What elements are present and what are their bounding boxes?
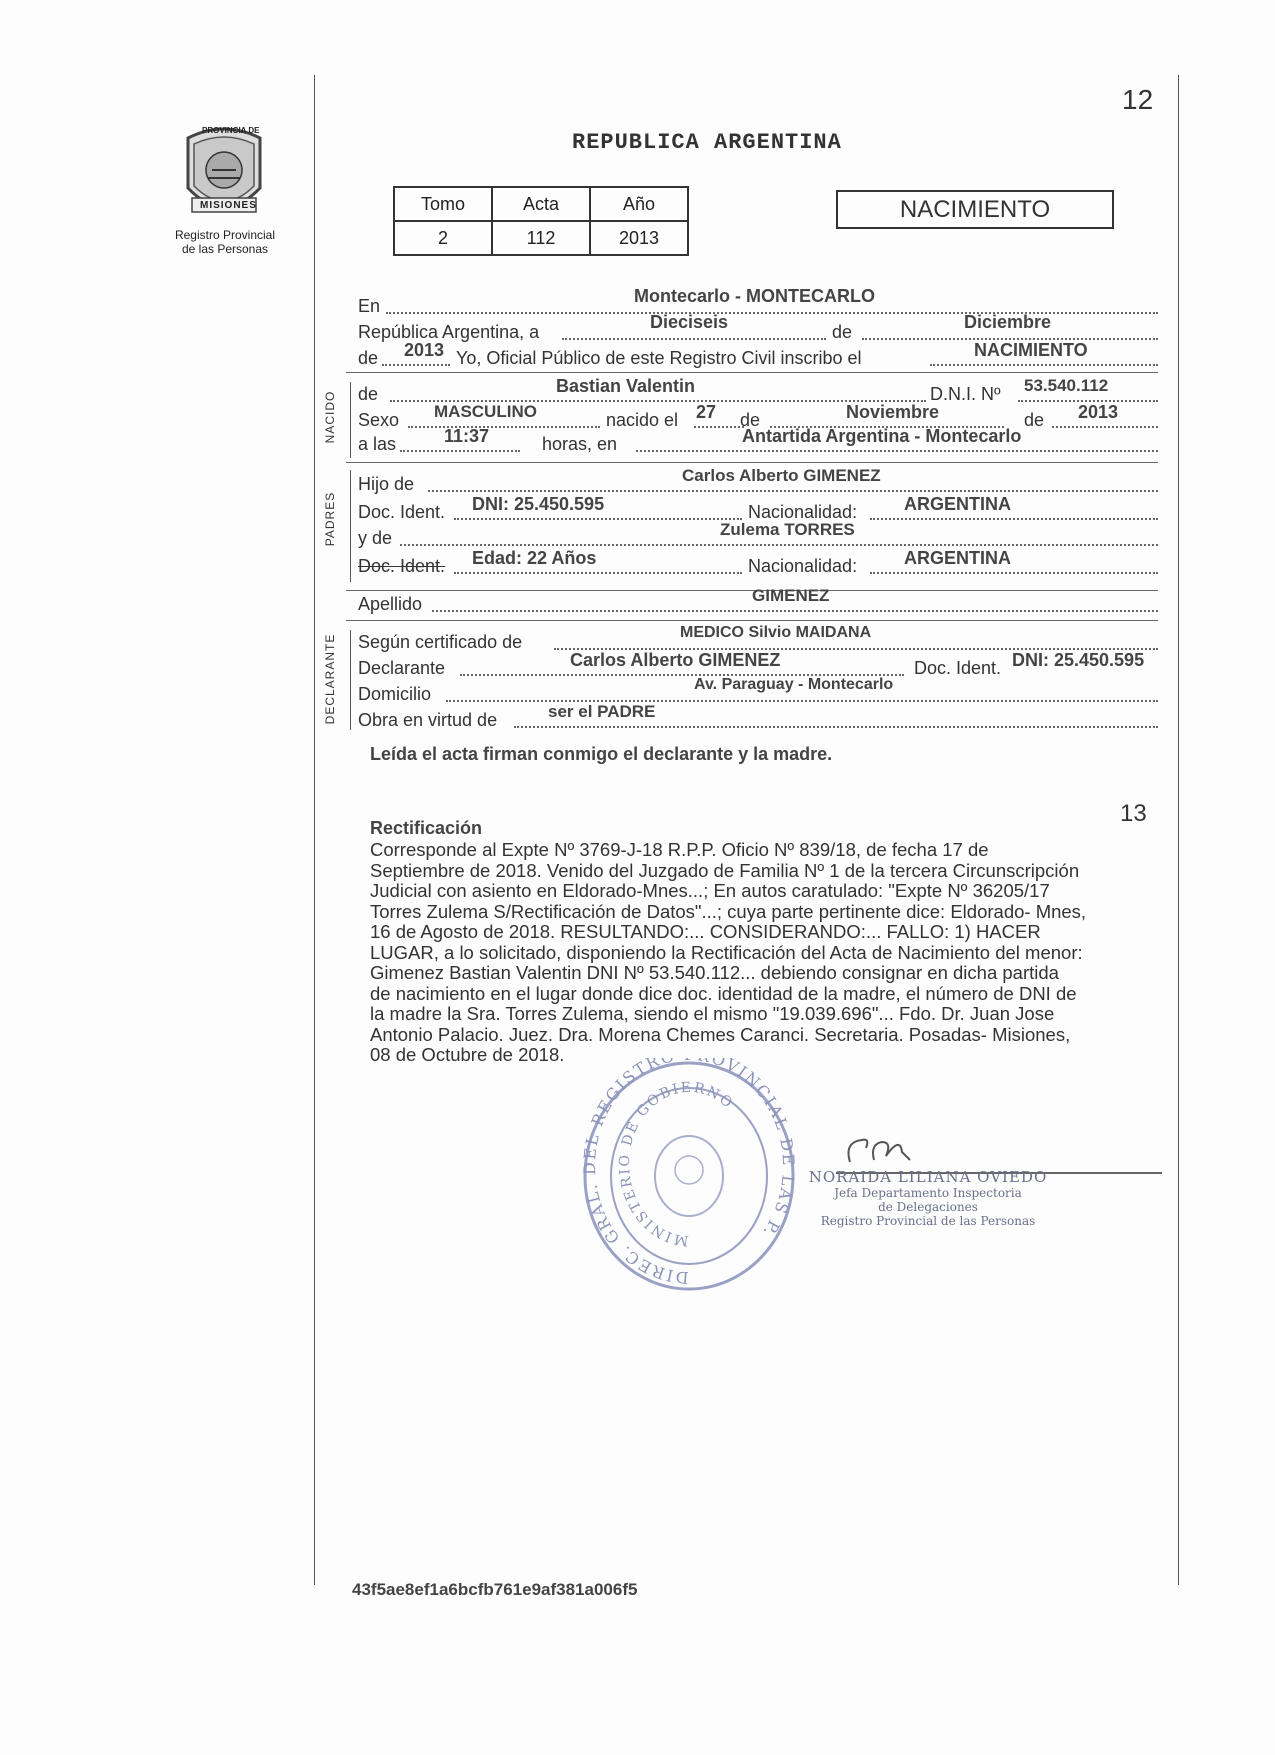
rectificacion-line: Gimenez Bastian Valentin DNI Nº 53.540.112... debiendo consignar en dicha partida (370, 962, 1059, 983)
rectificacion-line: la madre la Sra. Torres Zulema, siendo el mismo "19.039.696"... Fdo. Dr. Juan Jose (370, 1003, 1055, 1024)
decl-doc-value: DNI: 25.450.595 (1012, 650, 1145, 670)
decl-value: Carlos Alberto GIMENEZ (570, 650, 781, 670)
act-type-box: NACIMIENTO (836, 190, 1114, 229)
row-apellido (358, 586, 1158, 618)
rectificacion-line: Septiembre de 2018. Venido del Juzgado de Familia Nº 1 de la tercera Circunscripción (370, 859, 1080, 881)
de2-label: de (358, 348, 379, 368)
tipo-value: NACIMIENTO (974, 340, 1088, 360)
section-bracket-nacido (350, 382, 351, 458)
side-label-declarante: DECLARANTE (323, 633, 337, 725)
mes-value: Diciembre (964, 312, 1052, 332)
document-hash: 43f5ae8ef1a6bcfb761e9af381a006f5 (352, 1580, 638, 1599)
section-divider-1 (346, 372, 1158, 373)
decl-label: Declarante (358, 658, 446, 678)
rectificacion-line: Antonio Palacio. Juez. Dra. Morena Chemes Caranci. Secretaria. Posadas- Misiones, (370, 1023, 1071, 1045)
page-number-rectificacion: 13 (1120, 800, 1147, 827)
signatory-title-2: de Delegaciones (878, 1200, 978, 1214)
rectificacion-body (370, 840, 1150, 1066)
dia-value: Dieciseis (650, 312, 729, 332)
cert-value: MEDICO Silvio MAIDANA (680, 624, 872, 641)
side-label-padres: PADRES (323, 491, 337, 547)
signatory-name: NORAIDA LILIANA OVIEDO (808, 1168, 1048, 1186)
rectificacion-line: LUGAR, a lo solicitado, disponiendo la Rectificación del Acta de Nacimiento del menor: (370, 941, 1083, 963)
madre-nac-value: ARGENTINA (904, 548, 1011, 568)
table-header-tomo: Tomo (394, 187, 492, 221)
row-inscripcion (358, 340, 1158, 372)
nac-dia-value: 27 (696, 402, 717, 422)
section-bracket-padres (350, 470, 351, 582)
registry-line-2: de las Personas (181, 242, 269, 256)
sexo-value: MASCULINO (434, 402, 537, 421)
section-divider-2 (346, 462, 1158, 463)
firma-text: Leída el acta firman conmigo el declarante y la madre. (370, 744, 833, 764)
dni-value: 53.540.112 (1024, 376, 1109, 395)
rectificacion-line: 16 de Agosto de 2018. RESULTANDO:... CONSIDERANDO:... FALLO: 1) HACER (370, 921, 1041, 942)
madre-value: Zulema TORRES (720, 520, 855, 539)
nac-de2-label: de (1024, 410, 1045, 430)
left-margin-line (314, 75, 315, 1585)
registry-line-1: Registro Provincial (174, 228, 276, 242)
misiones-logo (178, 118, 270, 228)
apellido-value: GIMENEZ (752, 586, 830, 605)
dni-label: D.N.I. Nº (930, 384, 1001, 404)
table-value-acta: 112 (492, 221, 590, 255)
alas-label: a las (358, 434, 397, 454)
nac-anio-value: 2013 (1078, 402, 1119, 422)
section-bracket-declarante (350, 630, 351, 730)
nombre-label: de (358, 384, 379, 404)
logo-text-bottom: MISIONES (200, 200, 257, 211)
dom-value: Av. Paraguay - Montecarlo (694, 676, 894, 693)
logo-text-top: PROVINCIA DE (202, 126, 260, 135)
madre-nac-label: Nacionalidad: (748, 556, 858, 576)
dom-label: Domicilio (358, 684, 432, 704)
registry-name (160, 228, 290, 256)
row-madre-doc (358, 548, 1158, 580)
obra-label: Obra en virtud de (358, 710, 498, 730)
stamp-inner-text: MINISTERIO DE GOBIERNO (616, 1079, 737, 1249)
anio-value: 2013 (404, 340, 445, 360)
apellido-label: Apellido (358, 594, 423, 614)
table-value-anio: 2013 (590, 221, 688, 255)
yde-label: y de (358, 528, 393, 548)
madre-doc-value: Edad: 22 Años (472, 548, 597, 568)
obra-value: ser el PADRE (548, 702, 656, 721)
right-margin-line (1178, 75, 1179, 1585)
section-divider-4 (346, 620, 1158, 621)
rectificacion-line: Torres Zulema S/Rectificación de Datos"...; cuya parte pertinente dice: Eldorado- Mnes, (370, 900, 1087, 922)
rectificacion-line: Judicial con asiento en Eldorado-Mnes...; En autos caratulado: "Expte Nº 36205/17 (370, 880, 1050, 901)
oficial-text: Yo, Oficial Público de este Registro Civil inscribo el (456, 348, 862, 368)
official-stamp (580, 1058, 798, 1294)
padre-doc-label: Doc. Ident. (358, 502, 446, 522)
signatory-title-1: Jefa Departamento Inspectoria (834, 1186, 1022, 1200)
side-label-nacido: NACIDO (323, 390, 337, 444)
stamp-outer-text: DIREC. GRAL. DEL REGISTR OVINCIAL DE LAS P. (580, 1058, 798, 1288)
lugar-value: Antartida Argentina - Montecarlo (742, 426, 1022, 446)
rectificacion-line: de nacimiento en el lugar donde dice doc. identidad de la madre, el número de DNI de (370, 982, 1077, 1004)
rectificacion-line: 08 de Octubre de 2018. (370, 1044, 565, 1065)
table-header-anio: Año (590, 187, 688, 221)
handwritten-signature (840, 1132, 940, 1172)
table-value-tomo: 2 (394, 221, 492, 255)
hijo-label: Hijo de (358, 474, 415, 494)
decl-doc-label: Doc. Ident. (914, 658, 1002, 678)
rectificacion-line: Corresponde al Expte Nº 3769-J-18 R.P.P. Oficio Nº 839/18, de fecha 17 de (370, 839, 989, 860)
row-obra (358, 702, 1158, 734)
acta-number-table (393, 186, 689, 256)
padre-value: Carlos Alberto GIMENEZ (682, 466, 881, 485)
sexo-label: Sexo (358, 410, 400, 430)
page-title: REPUBLICA ARGENTINA (572, 130, 842, 155)
horas-label: horas, en (542, 434, 618, 454)
rectificacion-heading: Rectificación (370, 818, 483, 838)
nombre-value: Bastian Valentin (556, 376, 696, 396)
row-domicilio (358, 676, 1158, 708)
hora-value: 11:37 (444, 426, 490, 446)
en-label: En (358, 296, 381, 316)
signatory-block (808, 1168, 1048, 1228)
nacido-label: nacido el (606, 410, 679, 430)
padre-nac-label: Nacionalidad: (748, 502, 858, 522)
nac-mes-value: Noviembre (846, 402, 940, 422)
signatory-title-3: Registro Provincial de las Personas (820, 1214, 1036, 1228)
de-label: de (832, 322, 853, 342)
table-header-acta: Acta (492, 187, 590, 221)
nac-de-label: de (740, 410, 761, 430)
cert-label: Según certificado de (358, 632, 523, 652)
padre-nac-value: ARGENTINA (904, 494, 1011, 514)
padre-doc-value: DNI: 25.450.595 (472, 494, 605, 514)
row-hora (358, 426, 1158, 458)
madre-doc-label: Doc. Ident. (358, 556, 446, 576)
rep-label: República Argentina, a (358, 322, 540, 342)
en-value: Montecarlo - MONTECARLO (634, 286, 875, 306)
page-number-top: 12 (1122, 84, 1154, 115)
